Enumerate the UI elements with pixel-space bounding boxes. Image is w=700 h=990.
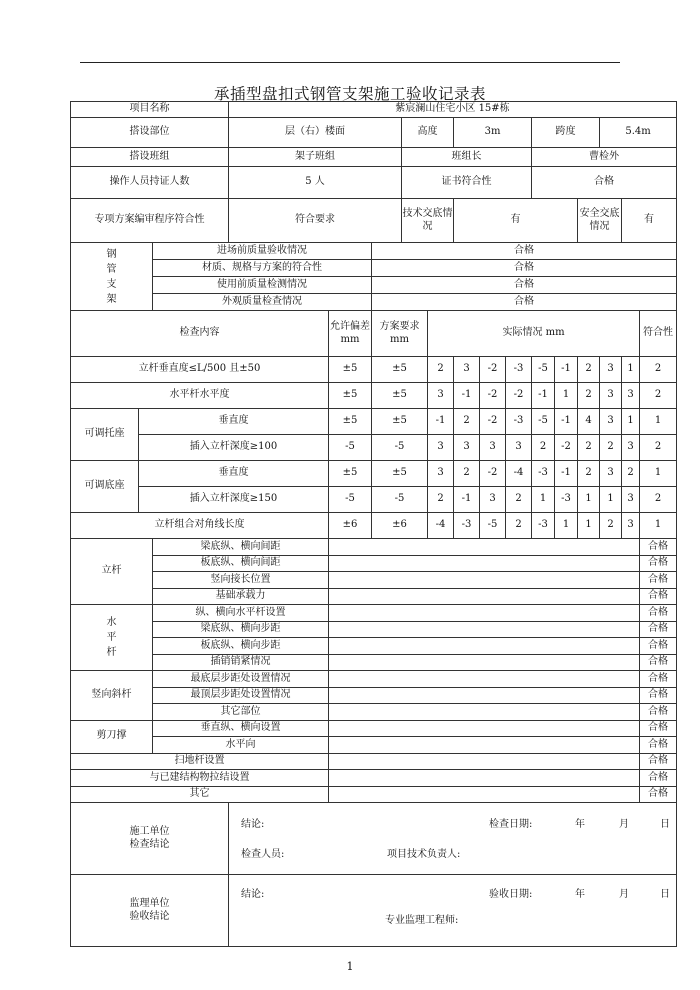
measure-value: 2 [578,383,600,409]
measure-row [71,487,677,513]
cert-label: 证书符合性 [402,167,532,199]
measure-row-plan: ±5 [372,409,428,435]
diagonal-item-name: 最底层步距处设置情况 [153,671,329,688]
plan-req-label: 方案要求 [379,321,420,332]
steel-pipe-row [71,294,677,311]
upright-row [71,572,677,589]
diagonal-item-result: 合格 [640,687,677,704]
steel-pipe-label [71,243,153,311]
measure-value: -3 [555,487,578,513]
misc-item-blank [329,786,640,803]
measure-value: 2 [640,383,677,409]
measure-header-actual: 实际情况 mm [428,311,640,357]
scissor-row [71,720,677,737]
measure-value: 2 [640,357,677,383]
allow-unit: mm [340,333,360,345]
construction-year: 年 [575,819,586,830]
measure-row-allow: ±5 [329,357,372,383]
scissor-group-label: 剪刀撑 [71,720,153,753]
construction-inspector: 检查人员: [241,849,285,860]
measure-value: -1 [428,409,454,435]
diagonal-item-name: 其它部位 [153,704,329,721]
horizontal-item-blank [329,621,640,638]
construction-conclusion: 结论: [241,819,265,830]
horizontal-item-name: 插销销紧情况 [153,654,329,671]
measure-row [71,409,677,435]
measure-value: -1 [555,409,578,435]
project-name-row [71,102,677,118]
measure-value: 1 [640,513,677,539]
page-number: 1 [346,960,354,973]
upright-item-name: 竖向接长位置 [153,572,329,589]
team-label: 搭设班组 [71,148,229,167]
measure-value: -2 [480,461,506,487]
supervision-conclusion: 结论: [241,889,265,900]
horizontal-item-result: 合格 [640,605,677,622]
supervision-month: 月 [619,889,630,900]
misc-row [71,753,677,770]
scissor-item-blank [329,737,640,754]
measure-value: -3 [532,513,555,539]
steel-pipe-label-text: 钢管支架 [106,248,117,305]
measure-value: 2 [600,513,622,539]
measure-value: 1 [640,461,677,487]
diagonal-group-label: 竖向斜杆 [71,671,153,721]
measure-row-allow: -5 [329,487,372,513]
measure-value: 1 [622,357,640,383]
horizontal-item-blank [329,605,640,622]
measure-value: 1 [578,513,600,539]
span-label: 跨度 [532,118,600,148]
supervision-label [71,875,229,947]
construction-tech-lead: 项目技术负责人: [387,849,461,860]
scissor-item-result: 合格 [640,737,677,754]
measure-value: 3 [600,461,622,487]
horizontal-item-result: 合格 [640,638,677,655]
measure-value: 2 [578,435,600,461]
measure-value: 3 [428,435,454,461]
measure-header-conform: 符合性 [640,311,677,357]
measure-row-plan: ±6 [372,513,428,539]
measure-value: -1 [555,357,578,383]
leader-value: 曹检外 [532,148,677,167]
measure-value: 3 [600,409,622,435]
misc-item-name: 扫地杆设置 [71,753,329,770]
diagonal-row [71,671,677,688]
measure-row-name: 立杆垂直度≤L/500 且±50 [71,357,329,383]
horizontal-item-name: 板底纵、横向步距 [153,638,329,655]
measure-value: 1 [555,513,578,539]
project-name-value: 紫宸澜山住宅小区 15#栋 [229,102,677,118]
measure-row [71,513,677,539]
upright-item-blank [329,555,640,572]
measure-value: 3 [600,357,622,383]
measure-value: -2 [480,383,506,409]
height-label: 高度 [402,118,454,148]
measure-row-allow: ±6 [329,513,372,539]
measure-row [71,461,677,487]
horizontal-item-result: 合格 [640,621,677,638]
upright-item-result: 合格 [640,555,677,572]
upright-row [71,588,677,605]
measure-group-top-support: 可调托座 [71,409,139,461]
project-name-label: 项目名称 [71,102,229,118]
measure-row-plan: -5 [372,435,428,461]
horizontal-row [71,621,677,638]
measure-value: 3 [622,487,640,513]
supervision-engineer: 专业监理工程师: [385,915,459,926]
steel-pipe-item-result: 合格 [372,277,677,294]
steel-pipe-row [71,277,677,294]
top-rule [80,62,620,63]
misc-row [71,786,677,803]
operators-row [71,167,677,199]
misc-item-result: 合格 [640,770,677,787]
steel-pipe-row [71,260,677,277]
measure-value: 2 [532,435,555,461]
tech-value: 有 [454,199,578,243]
horizontal-item-blank [329,654,640,671]
team-row [71,148,677,167]
supervision-label-2: 验收结论 [129,910,170,922]
construction-label [71,803,229,875]
plan-value: 符合要求 [229,199,402,243]
measure-value: 2 [600,435,622,461]
cert-value: 合格 [532,167,677,199]
measure-value: -4 [428,513,454,539]
steel-pipe-item-result: 合格 [372,243,677,260]
steel-pipe-item-name: 进场前质量验收情况 [153,243,372,260]
horizontal-item-result: 合格 [640,654,677,671]
measure-row-allow: ±5 [329,461,372,487]
upright-item-name: 基础承载力 [153,588,329,605]
measure-value: 1 [640,409,677,435]
measure-value: -3 [454,513,480,539]
steel-pipe-item-name: 材质、规格与方案的符合性 [153,260,372,277]
misc-item-result: 合格 [640,753,677,770]
measure-row-plan: ±5 [372,383,428,409]
measure-value: 1 [532,487,555,513]
steel-pipe-item-result: 合格 [372,260,677,277]
measure-group-bottom-support: 可调底座 [71,461,139,513]
measure-value: 3 [480,435,506,461]
scissor-item-result: 合格 [640,720,677,737]
diagonal-item-result: 合格 [640,704,677,721]
diagonal-item-blank [329,671,640,688]
measure-value: -5 [532,357,555,383]
measure-row-name: 立杆组合对角线长度 [71,513,329,539]
measure-value: 2 [640,487,677,513]
measure-value: -2 [480,409,506,435]
upright-item-result: 合格 [640,539,677,556]
measure-value: 2 [578,357,600,383]
misc-item-name: 与已建结构物拉结设置 [71,770,329,787]
measure-row-name: 插入立杆深度≥150 [139,487,329,513]
operators-label: 操作人员持证人数 [71,167,229,199]
operators-value: 5 人 [229,167,402,199]
supervision-date-label: 验收日期: [489,889,533,900]
scissor-item-blank [329,720,640,737]
upright-item-name: 板底纵、横向间距 [153,555,329,572]
measure-value: 1 [600,487,622,513]
measure-value: -2 [506,383,532,409]
measure-row-allow: ±5 [329,409,372,435]
measure-value: 3 [454,357,480,383]
steel-pipe-item-result: 合格 [372,294,677,311]
upright-item-result: 合格 [640,588,677,605]
misc-item-blank [329,770,640,787]
measure-value: 2 [506,487,532,513]
measure-value: 1 [578,487,600,513]
supervision-row [71,875,677,947]
measure-value: -1 [454,383,480,409]
measure-value: -3 [506,357,532,383]
measure-value: 4 [578,409,600,435]
misc-item-blank [329,753,640,770]
measure-value: 1 [555,383,578,409]
safety-value: 有 [622,199,677,243]
supervision-label-1: 监理单位 [129,898,170,909]
measure-row-name: 水平杆水平度 [71,383,329,409]
measure-header-allow [329,311,372,357]
measure-value: 2 [622,461,640,487]
construction-row [71,803,677,875]
measure-row [71,357,677,383]
measure-row-name: 垂直度 [139,461,329,487]
horizontal-group-label-text: 水平杆 [106,617,117,658]
measure-value: -3 [506,409,532,435]
diagonal-row [71,687,677,704]
measure-value: 3 [428,383,454,409]
steel-pipe-row [71,243,677,260]
measure-value: 2 [428,487,454,513]
height-value: 3m [454,118,532,148]
acceptance-form [70,101,677,947]
horizontal-item-name: 梁底纵、横向步距 [153,621,329,638]
horizontal-group-label [71,605,153,671]
measure-value: -3 [532,461,555,487]
measure-value: 2 [454,461,480,487]
measure-row-plan: ±5 [372,461,428,487]
measure-value: 3 [454,435,480,461]
measure-row-plan: -5 [372,487,428,513]
measure-value: 2 [454,409,480,435]
measure-value: 2 [578,461,600,487]
plan-label: 专项方案编审程序符合性 [71,199,229,243]
horizontal-row [71,654,677,671]
measure-value: 3 [480,487,506,513]
measure-value: 3 [600,383,622,409]
misc-row [71,770,677,787]
steel-pipe-item-name: 外观质量检查情况 [153,294,372,311]
measure-row-name: 插入立杆深度≥100 [139,435,329,461]
construction-day: 日 [660,819,671,830]
measure-value: -1 [555,461,578,487]
horizontal-row [71,605,677,622]
upright-item-result: 合格 [640,572,677,589]
span-value: 5.4m [600,118,677,148]
upright-item-blank [329,539,640,556]
measure-value: 3 [622,383,640,409]
construction-month: 月 [619,819,630,830]
scissor-item-name: 垂直纵、横向设置 [153,720,329,737]
page-title: 承插型盘扣式钢管支架施工验收记录表 [213,85,486,103]
construction-label-1: 施工单位 [129,826,170,837]
measure-value: -1 [454,487,480,513]
construction-label-2: 检查结论 [129,838,170,850]
measure-header-plan [372,311,428,357]
measure-value: -2 [555,435,578,461]
tech-label: 技术交底情况 [402,199,454,243]
upright-item-blank [329,588,640,605]
plan-req-unit: mm [390,333,410,345]
measure-value: 1 [622,409,640,435]
team-value: 架子班组 [229,148,402,167]
upright-row [71,555,677,572]
measure-value: 3 [506,435,532,461]
measure-row-allow: -5 [329,435,372,461]
diagonal-item-blank [329,687,640,704]
location-label: 搭设部位 [71,118,229,148]
measure-value: 3 [622,513,640,539]
measure-row [71,435,677,461]
measure-header-content: 检查内容 [71,311,329,357]
misc-item-result: 合格 [640,786,677,803]
measure-value: 2 [640,435,677,461]
horizontal-row [71,638,677,655]
diagonal-row [71,704,677,721]
upright-row [71,539,677,556]
location-row [71,118,677,148]
supervision-day: 日 [660,889,671,900]
allow-label: 允许偏差 [330,321,371,332]
supervision-year: 年 [575,889,586,900]
horizontal-item-blank [329,638,640,655]
horizontal-item-name: 纵、横向水平杆设置 [153,605,329,622]
measure-value: 3 [428,461,454,487]
measure-header-row [71,311,677,357]
safety-label: 安全交底情况 [578,199,622,243]
location-value: 层（右）楼面 [229,118,402,148]
measure-value: 2 [428,357,454,383]
upright-item-name: 梁底纵、横向间距 [153,539,329,556]
misc-item-name: 其它 [71,786,329,803]
plan-row [71,199,677,243]
measure-value: 3 [622,435,640,461]
measure-row-allow: ±5 [329,383,372,409]
measure-value: -5 [532,409,555,435]
measure-value: -5 [480,513,506,539]
measure-value: -2 [480,357,506,383]
steel-pipe-item-name: 使用前质量检测情况 [153,277,372,294]
diagonal-item-blank [329,704,640,721]
measure-value: 2 [506,513,532,539]
scissor-item-name: 水平向 [153,737,329,754]
diagonal-item-name: 最顶层步距处设置情况 [153,687,329,704]
measure-row [71,383,677,409]
measure-value: -1 [532,383,555,409]
upright-group-label: 立杆 [71,539,153,605]
measure-row-name: 垂直度 [139,409,329,435]
measure-value: -4 [506,461,532,487]
construction-date-label: 检查日期: [489,819,533,830]
construction-sign-area [229,803,677,875]
measure-row-plan: ±5 [372,357,428,383]
supervision-sign-area [229,875,677,947]
diagonal-item-result: 合格 [640,671,677,688]
scissor-row [71,737,677,754]
upright-item-blank [329,572,640,589]
leader-label: 班组长 [402,148,532,167]
